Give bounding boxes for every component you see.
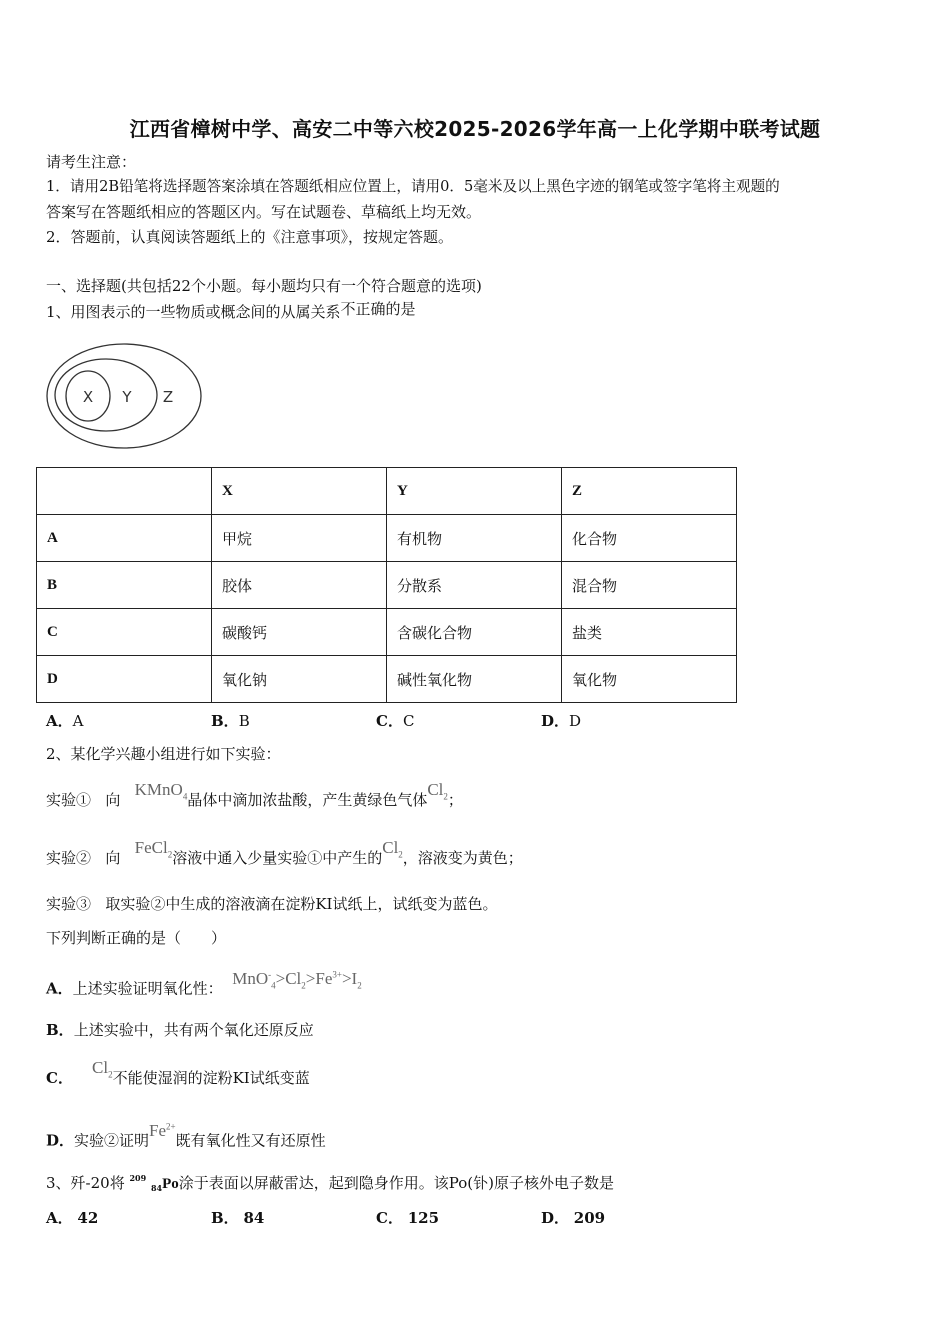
option-text-a: 实验②证明: [74, 1131, 150, 1150]
option-text: 上述实验证明氧化性：: [72, 979, 223, 998]
formula-base: Cl: [285, 968, 302, 988]
formula-base: FeCl: [134, 838, 168, 857]
experiment-2: [46, 838, 523, 874]
table-cell: A: [37, 515, 212, 562]
formula-base: Fe: [315, 968, 333, 988]
option-text: 不能使湿润的淀粉KI试纸变蓝: [112, 1069, 310, 1087]
option-letter: A．: [46, 979, 73, 998]
table-cell: C: [37, 609, 212, 656]
exp2-mid: 溶液中通入少量实验①中产生的: [172, 849, 383, 867]
question-1-table: [36, 467, 737, 703]
exp2-post: ，溶液变为黄色；: [402, 849, 523, 867]
q3-choice-d[interactable]: [541, 1207, 605, 1228]
choice-text: C: [402, 712, 415, 730]
option-text: 上述实验中，共有两个氧化还原反应: [73, 1021, 314, 1039]
formula-sub: 2: [167, 849, 173, 860]
choice-text: 42: [77, 1209, 99, 1227]
exp1-label: 实验①: [46, 791, 92, 809]
table-header-cell: X: [212, 468, 387, 515]
question-1-stem-b: 不正确的是: [340, 300, 416, 318]
element-symbol: Po: [162, 1176, 179, 1192]
choice-text: 84: [243, 1209, 265, 1227]
venn-middle-y: [55, 359, 157, 431]
question-3-stem: [46, 1173, 614, 1195]
page-title: 江西省樟树中学、高安二中等六校2025-2026学年高一上化学期中联考试题: [129, 117, 821, 141]
formula-base: I: [351, 968, 358, 988]
question-2-prompt: 下列判断正确的是（ ）: [46, 929, 227, 947]
formula-base: Cl: [92, 1058, 109, 1077]
choice-letter: D．: [541, 712, 570, 730]
exp2-label: 实验②: [46, 849, 92, 867]
choice-letter: C．: [376, 1209, 403, 1227]
notice-line-1a: 1．请用2B铅笔将选择题答案涂填在答题纸相应位置上，请用0．5毫米及以上黑色字迹的钢笔或签字笔将主观题的: [46, 178, 780, 195]
option-letter: B．: [46, 1021, 74, 1039]
formula-sub: 2: [398, 849, 403, 860]
table-row: [37, 562, 737, 609]
q3-stem-b: 涂于表面以屏蔽雷达，起到隐身作用。该Po(钋)原子核外电子数是: [178, 1174, 615, 1192]
exp1-pre: 向: [105, 791, 121, 809]
table-cell: 甲烷: [212, 515, 387, 562]
atomic-number: 84: [150, 1183, 163, 1193]
question-1-stem-a: 1、用图表示的一些物质或概念间的从属关系: [46, 303, 341, 321]
q3-choice-b[interactable]: [211, 1207, 264, 1228]
exp2-pre: 向: [105, 849, 121, 867]
notice-line-1b: 答案写在答题纸相应的答题区内。写在试题卷、草稿纸上均无效。: [46, 203, 482, 221]
kmno4-formula: [134, 780, 188, 802]
table-row: [37, 609, 737, 656]
q1-choice-c[interactable]: [376, 710, 414, 731]
choice-letter: C．: [376, 712, 403, 730]
table-cell: 混合物: [562, 562, 737, 609]
option-text-b: 既有氧化性又有还原性: [175, 1131, 326, 1150]
cl2-formula: [92, 1058, 113, 1080]
table-cell: 化合物: [562, 515, 737, 562]
formula-gt: >: [305, 968, 316, 988]
table-cell: 氧化物: [562, 656, 737, 703]
formula-base: MnO: [232, 968, 269, 988]
venn-label-x: X: [82, 388, 94, 406]
venn-label-z: Z: [162, 388, 174, 406]
venn-label-y: Y: [122, 388, 132, 406]
formula-gt: >: [341, 968, 352, 988]
q2-option-b[interactable]: [46, 1020, 314, 1040]
formula-sub: 4: [271, 980, 276, 991]
table-cell: 盐类: [562, 609, 737, 656]
notice-line-2: 2．答题前，认真阅读答题纸上的《注意事项》，按规定答题。: [46, 228, 454, 246]
formula-sub: 2: [108, 1069, 113, 1080]
q2-option-d[interactable]: [46, 1120, 326, 1151]
table-row: [37, 656, 737, 703]
q1-choice-d[interactable]: [541, 710, 581, 731]
oxidizing-order-formula: [232, 968, 362, 991]
q3-stem-a: 3、歼-20将: [46, 1174, 125, 1192]
formula-sub: 2: [357, 980, 362, 991]
exp3-text: 取实验②中生成的溶液滴在淀粉KI试纸上，试纸变为蓝色。: [105, 895, 498, 913]
formula-sup: 3+: [332, 969, 342, 979]
q3-choice-c[interactable]: [376, 1207, 439, 1228]
q1-choice-a[interactable]: [46, 710, 83, 731]
choice-letter: B．: [211, 1209, 239, 1227]
experiment-1: [46, 780, 463, 816]
formula-sup: -: [268, 969, 272, 979]
table-cell: 碳酸钙: [212, 609, 387, 656]
formula-sub: 4: [182, 791, 188, 802]
formula-base: KMnO: [134, 780, 183, 799]
choice-letter: A．: [46, 1209, 73, 1227]
question-1-stem: [46, 302, 416, 322]
choice-letter: B．: [211, 712, 239, 730]
exp1-post: ；: [447, 791, 463, 809]
table-cell: 有机物: [387, 515, 562, 562]
table-cell: D: [37, 656, 212, 703]
q2-option-c[interactable]: [46, 1058, 310, 1094]
table-cell: 胶体: [212, 562, 387, 609]
venn-diagram: [44, 342, 206, 450]
table-header-cell: Z: [562, 468, 737, 515]
formula-sub: 2: [443, 791, 448, 802]
q2-option-a[interactable]: [46, 968, 362, 1005]
section-heading: 一、选择题(共包括22个小题。每小题均只有一个符合题意的选项): [46, 277, 482, 295]
table-header-cell: Y: [387, 468, 562, 515]
table-cell: B: [37, 562, 212, 609]
choice-letter: D．: [541, 1209, 570, 1227]
table-cell: 碱性氧化物: [387, 656, 562, 703]
table-header-cell: [37, 468, 212, 515]
table-cell: 含碳化合物: [387, 609, 562, 656]
option-letter: C．: [46, 1069, 73, 1087]
fecl2-formula: [134, 838, 173, 860]
formula-sub: 2: [301, 980, 306, 991]
cl2-formula: [427, 780, 448, 802]
cl2-formula: [382, 838, 403, 860]
choice-text: 125: [407, 1209, 440, 1227]
exp1-mid: 晶体中滴加浓盐酸，产生黄绿色气体: [187, 791, 428, 809]
mass-number: 209: [129, 1173, 147, 1183]
choice-text: A: [72, 712, 84, 730]
q3-choice-a[interactable]: [46, 1207, 98, 1228]
question-2-stem: 2、某化学兴趣小组进行如下实验：: [46, 745, 281, 763]
formula-base: Cl: [382, 838, 399, 857]
nuclide-symbol: [129, 1174, 178, 1192]
table-cell: 分散系: [387, 562, 562, 609]
q1-choice-b[interactable]: [211, 710, 250, 731]
formula-gt: >: [275, 968, 286, 988]
table-header-row: [37, 468, 737, 515]
table-row: [37, 515, 737, 562]
choice-text: D: [569, 712, 582, 730]
choice-text: B: [238, 712, 250, 730]
choice-letter: A．: [46, 712, 73, 730]
exp3-label: 实验③: [46, 895, 92, 913]
choice-text: 209: [573, 1209, 606, 1227]
table-cell: 氧化钠: [212, 656, 387, 703]
fe2-formula: [149, 1121, 176, 1140]
option-letter: D．: [46, 1131, 75, 1150]
formula-base: Fe: [149, 1120, 167, 1140]
notice-heading: 请考生注意：: [46, 153, 137, 171]
experiment-3: [46, 894, 497, 914]
formula-sup: 2+: [166, 1121, 176, 1131]
formula-base: Cl: [427, 780, 444, 799]
